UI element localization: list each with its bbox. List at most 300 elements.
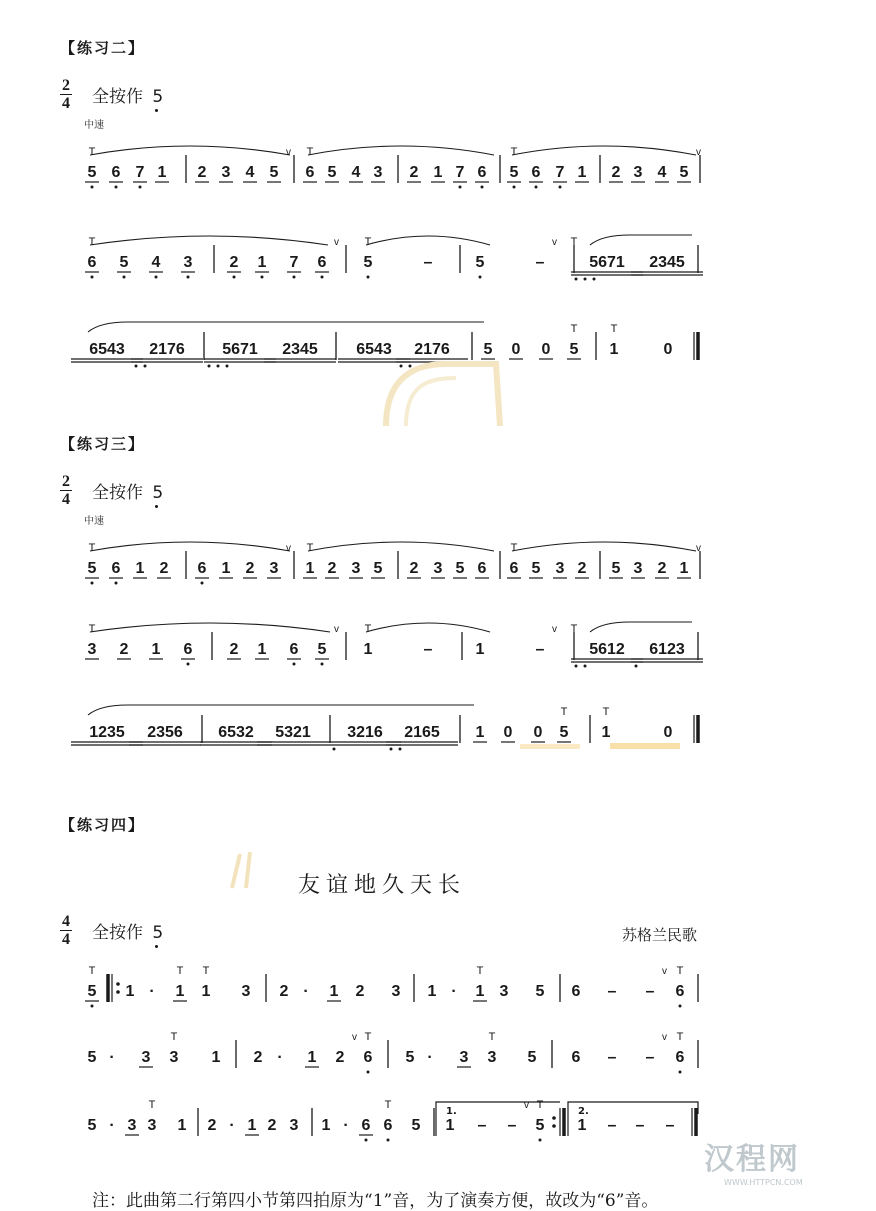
svg-text:6: 6: [87, 254, 97, 271]
svg-text:T: T: [570, 623, 578, 635]
note: [475, 560, 489, 578]
svg-text:T: T: [510, 146, 518, 158]
slur: [90, 542, 290, 551]
note: [664, 341, 673, 358]
svg-text:1: 1: [201, 983, 211, 1000]
svg-text:–: –: [535, 254, 545, 271]
note: [457, 1049, 471, 1067]
note: [204, 341, 276, 368]
exercise-4-heading: 【练习四】: [60, 816, 146, 834]
repeat-start-barline: [108, 974, 120, 1002]
note: [473, 724, 487, 742]
svg-text:6: 6: [571, 983, 581, 1000]
svg-text:5321: 5321: [275, 724, 311, 741]
svg-text:v: v: [552, 624, 557, 635]
note: [553, 164, 567, 189]
svg-text:T: T: [570, 236, 578, 248]
svg-text:6: 6: [509, 560, 519, 577]
note: [371, 560, 385, 578]
note: [349, 164, 363, 182]
note: [572, 1049, 581, 1066]
svg-text:0: 0: [663, 724, 673, 741]
note: [609, 560, 623, 578]
svg-text:7: 7: [555, 164, 565, 181]
note: [488, 1031, 497, 1066]
svg-text:T: T: [536, 1099, 544, 1111]
svg-text:5: 5: [87, 1117, 97, 1134]
svg-text:–: –: [477, 1117, 487, 1134]
svg-text:7: 7: [135, 164, 145, 181]
svg-text:5: 5: [327, 164, 337, 181]
svg-text:6: 6: [531, 164, 541, 181]
exercise-2-tempo: 中速: [84, 120, 104, 131]
score-system-ex3-line2: [0, 602, 876, 677]
svg-text:3: 3: [373, 164, 383, 181]
svg-text:2: 2: [159, 560, 169, 577]
fingering-note: 5: [152, 483, 163, 503]
time-sig-top: 4: [62, 913, 70, 930]
svg-text:4: 4: [351, 164, 361, 181]
note: [500, 983, 509, 1000]
svg-text:T: T: [88, 965, 96, 977]
svg-text:1: 1: [609, 341, 619, 358]
note: [277, 1049, 282, 1066]
svg-text:0: 0: [663, 341, 673, 358]
slur: [90, 146, 290, 155]
svg-text:6: 6: [477, 164, 487, 181]
svg-text:3: 3: [351, 560, 361, 577]
note: [157, 560, 171, 578]
note: [631, 560, 645, 578]
svg-text:1235: 1235: [89, 724, 125, 741]
svg-text:5: 5: [373, 560, 383, 577]
svg-text:6123: 6123: [649, 641, 685, 658]
svg-text:–: –: [645, 983, 655, 1000]
svg-text:5612: 5612: [589, 641, 625, 658]
note: [386, 724, 458, 751]
slur-long: [88, 322, 484, 332]
svg-text:1: 1: [577, 164, 587, 181]
svg-text:1: 1: [151, 641, 161, 658]
note: [507, 146, 521, 189]
note: [356, 983, 365, 1000]
note: [287, 641, 301, 666]
note: [481, 341, 495, 359]
svg-text:v: v: [662, 966, 667, 977]
svg-text:6532: 6532: [218, 724, 254, 741]
svg-text:5: 5: [475, 254, 485, 271]
note: [131, 341, 203, 368]
svg-text:6: 6: [363, 1049, 373, 1066]
song-title: 友谊地久天长: [298, 873, 467, 898]
svg-text:T: T: [676, 965, 684, 977]
note: [431, 560, 445, 578]
svg-text:2: 2: [229, 254, 239, 271]
note: [287, 254, 301, 279]
note: [676, 965, 685, 1008]
svg-text:4: 4: [151, 254, 161, 271]
note: [364, 236, 373, 279]
note: [475, 164, 489, 189]
note: [424, 254, 433, 271]
svg-text:1: 1: [305, 560, 315, 577]
svg-text:6: 6: [197, 560, 207, 577]
svg-text:1: 1: [307, 1049, 317, 1066]
svg-text:5: 5: [531, 560, 541, 577]
svg-text:–: –: [607, 1049, 617, 1066]
slur: [366, 236, 490, 245]
score-system-ex2-line3: [0, 302, 876, 377]
svg-text:2: 2: [279, 983, 289, 1000]
svg-text:1: 1: [321, 1117, 331, 1134]
note: [407, 164, 421, 182]
note: [536, 624, 557, 658]
svg-text:2176: 2176: [149, 341, 185, 358]
svg-text:2345: 2345: [649, 254, 685, 271]
svg-text:T: T: [88, 236, 96, 248]
svg-text:0: 0: [533, 724, 543, 741]
note: [212, 1049, 221, 1066]
svg-text:5671: 5671: [589, 254, 625, 271]
svg-text:–: –: [535, 641, 545, 658]
note: [255, 641, 269, 659]
svg-text:1: 1: [433, 164, 443, 181]
svg-text:–: –: [645, 1049, 655, 1066]
note: [117, 641, 131, 659]
time-sig-bottom: 4: [62, 491, 70, 508]
svg-text:T: T: [88, 542, 96, 554]
svg-text:1: 1: [175, 983, 185, 1000]
svg-text:1: 1: [221, 560, 231, 577]
svg-text:1: 1: [135, 560, 145, 577]
svg-text:·: ·: [427, 1049, 433, 1066]
svg-text:5: 5: [679, 164, 689, 181]
note: [536, 983, 545, 1000]
svg-text:T: T: [364, 623, 372, 635]
note: [257, 724, 329, 745]
note: [109, 560, 123, 585]
svg-text:2356: 2356: [147, 724, 183, 741]
svg-text:3: 3: [633, 164, 643, 181]
svg-text:5: 5: [535, 1117, 545, 1134]
note: [88, 1049, 97, 1066]
svg-text:2176: 2176: [414, 341, 450, 358]
note: [609, 164, 623, 182]
svg-text:0: 0: [541, 341, 551, 358]
fingering-label: 全按作: [92, 87, 143, 107]
svg-text:7: 7: [289, 254, 299, 271]
note: [305, 1049, 319, 1067]
volta-2-label: 2.: [578, 1106, 589, 1117]
note: [85, 146, 99, 189]
svg-text:5: 5: [527, 1049, 537, 1066]
svg-text:5: 5: [405, 1049, 415, 1066]
ghost-bleed-3: [226, 850, 262, 892]
svg-text:6: 6: [675, 983, 685, 1000]
exercise-2-heading: 【练习二】: [60, 39, 146, 57]
note: [539, 341, 553, 359]
svg-text:T: T: [364, 1031, 372, 1043]
note: [85, 236, 99, 279]
time-sig-top: 2: [62, 77, 70, 94]
exercise-3-tempo: 中速: [84, 516, 104, 527]
note: [139, 1049, 153, 1067]
svg-text:3: 3: [633, 560, 643, 577]
svg-text:3: 3: [499, 983, 509, 1000]
time-sig-bottom: 4: [62, 931, 70, 948]
note: [608, 983, 617, 1000]
svg-text:3: 3: [459, 1049, 469, 1066]
note: [149, 983, 154, 1000]
svg-text:4: 4: [245, 164, 255, 181]
svg-text:1: 1: [601, 724, 611, 741]
note: [427, 1049, 432, 1066]
svg-text:5: 5: [87, 1049, 97, 1066]
score-system-ex4-line2: [0, 1010, 876, 1085]
exercise-4-fingering: [92, 918, 163, 943]
note: [453, 164, 467, 189]
svg-text:6: 6: [111, 164, 121, 181]
svg-text:–: –: [507, 1117, 517, 1134]
note: [572, 983, 581, 1000]
note: [428, 983, 437, 1000]
note: [575, 164, 589, 182]
svg-text:5: 5: [559, 724, 569, 741]
note: [133, 164, 147, 189]
exercise-3-time-signature: [60, 474, 72, 507]
svg-text:0: 0: [503, 724, 513, 741]
svg-text:·: ·: [229, 1117, 235, 1134]
note: [451, 983, 456, 1000]
svg-text:3: 3: [87, 641, 97, 658]
note: [227, 254, 241, 279]
svg-text:5671: 5671: [222, 341, 258, 358]
note: [109, 164, 123, 189]
note: [264, 341, 336, 362]
svg-text:2: 2: [207, 1117, 217, 1134]
svg-text:T: T: [676, 1031, 684, 1043]
svg-text:2345: 2345: [282, 341, 318, 358]
svg-text:2: 2: [245, 560, 255, 577]
svg-text:6543: 6543: [356, 341, 392, 358]
svg-text:T: T: [510, 542, 518, 554]
svg-text:T: T: [384, 1099, 392, 1111]
svg-text:T: T: [88, 623, 96, 635]
note: [536, 237, 557, 271]
note: [85, 623, 99, 659]
svg-text:v: v: [662, 1032, 667, 1043]
svg-text:v: v: [352, 1032, 357, 1043]
svg-text:T: T: [570, 323, 578, 335]
watermark-url: WWW.HTTPCN.COM: [724, 1178, 803, 1187]
note: [129, 724, 201, 745]
svg-text:6: 6: [477, 560, 487, 577]
watermark: [704, 1134, 803, 1187]
slur: [512, 146, 696, 155]
svg-text:5: 5: [411, 1117, 421, 1134]
note: [303, 146, 317, 182]
note: [255, 254, 269, 279]
svg-text:2: 2: [229, 641, 239, 658]
svg-text:0: 0: [511, 341, 521, 358]
svg-text:6: 6: [383, 1117, 393, 1134]
final-barline: [694, 715, 698, 743]
svg-text:1: 1: [445, 1117, 455, 1134]
note: [219, 164, 233, 182]
svg-text:T: T: [170, 1031, 178, 1043]
watermark-brand: 汉程网: [704, 1142, 800, 1177]
svg-text:v: v: [334, 237, 339, 248]
svg-text:T: T: [488, 1031, 496, 1043]
svg-text:T: T: [306, 146, 314, 158]
note: [396, 341, 468, 368]
note: [473, 965, 487, 1001]
svg-text:6: 6: [317, 254, 327, 271]
svg-text:3: 3: [141, 1049, 151, 1066]
svg-text:v: v: [696, 147, 701, 158]
svg-text:2: 2: [197, 164, 207, 181]
svg-text:3: 3: [127, 1117, 137, 1134]
note: [424, 641, 433, 658]
svg-text:6: 6: [289, 641, 299, 658]
svg-text:6: 6: [183, 641, 193, 658]
svg-text:T: T: [602, 706, 610, 718]
note: [507, 542, 521, 578]
svg-text:6: 6: [675, 1049, 685, 1066]
svg-text:·: ·: [109, 1049, 115, 1066]
note: [219, 560, 233, 578]
svg-text:–: –: [665, 1117, 675, 1134]
svg-text:T: T: [476, 965, 484, 977]
slur: [308, 146, 494, 155]
svg-text:2: 2: [577, 560, 587, 577]
svg-text:T: T: [148, 1099, 156, 1111]
note: [476, 254, 485, 279]
note: [571, 623, 643, 668]
note: [85, 542, 99, 585]
svg-text:1: 1: [257, 254, 267, 271]
time-sig-bottom: 4: [62, 95, 70, 112]
note: [608, 1049, 617, 1066]
note: [575, 560, 589, 578]
svg-text:v: v: [286, 543, 291, 554]
svg-text:5: 5: [363, 254, 373, 271]
note: [646, 966, 667, 1000]
svg-text:5: 5: [535, 983, 545, 1000]
svg-text:2: 2: [409, 560, 419, 577]
note: [117, 254, 131, 279]
note: [85, 965, 99, 1008]
note: [610, 323, 619, 358]
svg-text:2: 2: [267, 1117, 277, 1134]
note: [631, 641, 703, 668]
svg-text:1: 1: [363, 641, 373, 658]
svg-text:·: ·: [343, 1117, 349, 1134]
svg-text:5: 5: [87, 983, 97, 1000]
fingering-label: 全按作: [92, 483, 143, 503]
slur-long: [590, 622, 692, 632]
svg-text:·: ·: [451, 983, 457, 1000]
note: [453, 560, 467, 578]
svg-text:5: 5: [611, 560, 621, 577]
svg-text:1: 1: [679, 560, 689, 577]
svg-text:5: 5: [483, 341, 493, 358]
exercise-2-time-signature: [60, 78, 72, 111]
final-barline: [694, 332, 698, 360]
svg-text:1: 1: [247, 1117, 257, 1134]
note: [202, 965, 211, 1000]
svg-text:5: 5: [569, 341, 579, 358]
note: [173, 965, 187, 1001]
svg-text:–: –: [423, 254, 433, 271]
svg-text:v: v: [286, 147, 291, 158]
note: [195, 164, 209, 182]
svg-text:v: v: [552, 237, 557, 248]
note: [149, 254, 163, 279]
svg-text:v: v: [524, 1100, 529, 1111]
note: [664, 724, 673, 741]
svg-text:1: 1: [577, 1117, 587, 1134]
time-sig-top: 2: [62, 473, 70, 490]
note: [476, 641, 485, 658]
svg-text:·: ·: [149, 983, 155, 1000]
note: [181, 254, 195, 279]
svg-text:2165: 2165: [404, 724, 440, 741]
svg-text:3: 3: [289, 1117, 299, 1134]
svg-text:1: 1: [177, 1117, 187, 1134]
exercise-3-fingering: [92, 478, 163, 503]
note: [431, 164, 445, 182]
svg-text:v: v: [696, 543, 701, 554]
note: [501, 724, 515, 742]
score-system-ex4-line1: [0, 944, 876, 1019]
note: [364, 623, 373, 658]
note: [655, 560, 669, 578]
footnote: 注：此曲第二行第四小节第四拍原为“1”音，为了演奏方便，故改为“6”音。: [92, 1191, 659, 1211]
svg-text:1: 1: [427, 983, 437, 1000]
score-system-ex3-line3: [0, 685, 876, 760]
note: [529, 164, 543, 189]
svg-text:1: 1: [329, 983, 339, 1000]
svg-text:3: 3: [183, 254, 193, 271]
svg-text:3: 3: [391, 983, 401, 1000]
note: [407, 560, 421, 578]
note: [303, 542, 317, 578]
svg-text:1: 1: [475, 983, 485, 1000]
note: [227, 641, 241, 659]
svg-text:5: 5: [455, 560, 465, 577]
note: [325, 560, 339, 578]
svg-text:4: 4: [657, 164, 667, 181]
svg-text:·: ·: [277, 1049, 283, 1066]
slur: [308, 542, 494, 551]
note: [126, 983, 135, 1000]
svg-text:6543: 6543: [89, 341, 125, 358]
svg-text:6: 6: [571, 1049, 581, 1066]
svg-text:5: 5: [317, 641, 327, 658]
note: [531, 724, 545, 742]
svg-text:6: 6: [305, 164, 315, 181]
composer: 苏格兰民歌: [622, 926, 698, 944]
score-system-ex2-line2: [0, 215, 876, 290]
fingering-label: 全按作: [92, 923, 143, 943]
svg-text:3: 3: [555, 560, 565, 577]
svg-text:3: 3: [269, 560, 279, 577]
svg-text:T: T: [364, 236, 372, 248]
svg-text:3: 3: [221, 164, 231, 181]
slur-long: [88, 705, 474, 715]
svg-text:1: 1: [475, 724, 485, 741]
